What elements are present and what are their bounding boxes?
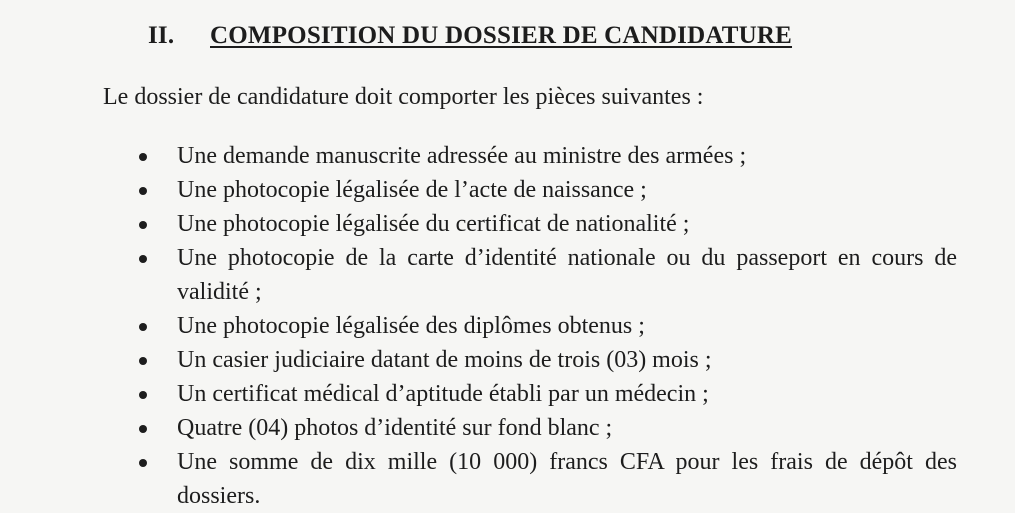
list-item <box>0 445 957 513</box>
list-item <box>0 309 957 343</box>
bullet-icon <box>139 459 147 467</box>
intro-paragraph: Le dossier de candidature doit comporter les pièces suivantes : <box>103 84 704 110</box>
bullet-icon <box>139 153 147 161</box>
list-item <box>0 207 957 241</box>
bullet-icon <box>139 255 147 263</box>
list-item-text: Une photocopie de la carte d’identité nationale ou du passeport en cours de validité ; <box>177 245 957 305</box>
required-documents-list <box>0 139 1015 513</box>
list-item-text: Un casier judiciaire datant de moins de trois (03) mois ; <box>177 347 712 373</box>
bullet-icon <box>139 323 147 331</box>
list-item <box>0 377 957 411</box>
list-item <box>0 173 957 207</box>
bullet-icon <box>139 187 147 195</box>
bullet-icon <box>139 425 147 433</box>
bullet-icon <box>139 391 147 399</box>
list-item <box>0 411 957 445</box>
list-item-text: Quatre (04) photos d’identité sur fond blanc ; <box>177 415 613 441</box>
list-item-text: Un certificat médical d’aptitude établi par un médecin ; <box>177 381 709 407</box>
list-item <box>0 343 957 377</box>
list-item-text: Une photocopie légalisée du certificat de nationalité ; <box>177 211 690 237</box>
bullet-icon <box>139 357 147 365</box>
list-item-text: Une somme de dix mille (10 000) francs CFA pour les frais de dépôt des dossiers. <box>177 449 957 509</box>
section-heading <box>148 22 792 50</box>
list-item-text: Une photocopie légalisée de l’acte de naissance ; <box>177 177 647 203</box>
list-item <box>0 241 957 309</box>
bullet-icon <box>139 221 147 229</box>
list-item <box>0 139 957 173</box>
list-item-text: Une photocopie légalisée des diplômes obtenus ; <box>177 313 645 339</box>
section-number: II. <box>148 22 175 49</box>
list-item-text: Une demande manuscrite adressée au ministre des armées ; <box>177 143 747 169</box>
section-title: COMPOSITION DU DOSSIER DE CANDIDATURE <box>210 22 793 49</box>
